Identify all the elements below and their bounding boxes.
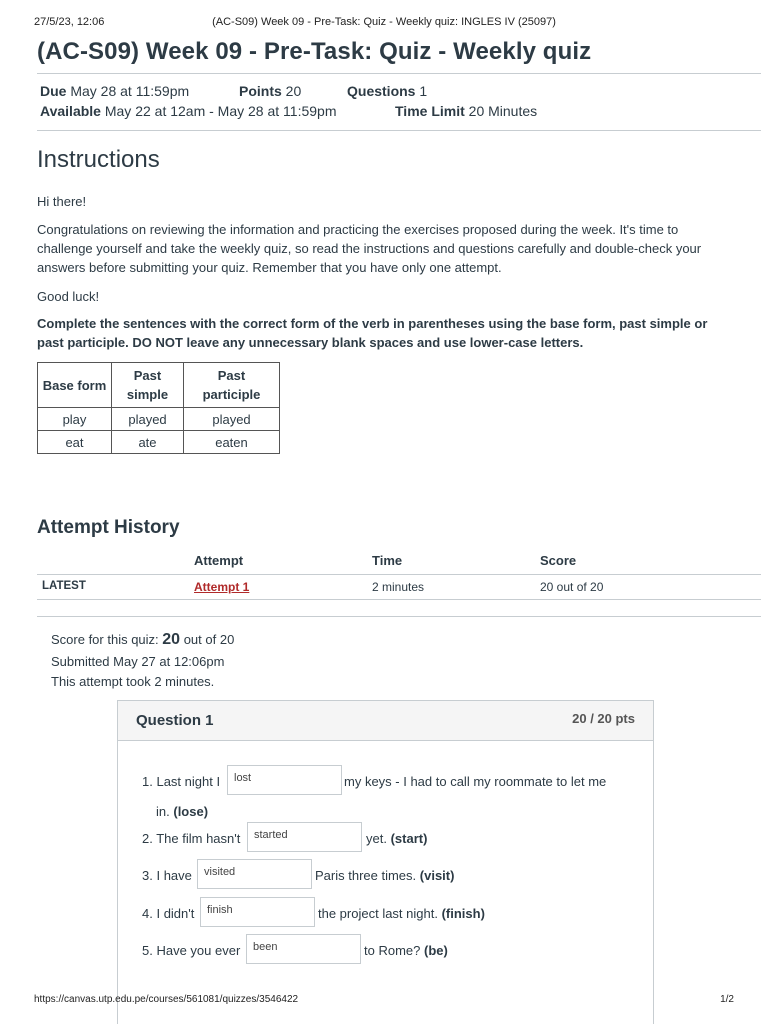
points-value: 20 [285,83,302,99]
answer-field[interactable]: finish [200,897,315,927]
question-item-text: 5. Have you ever [142,943,241,958]
answer-field[interactable]: visited [197,859,312,889]
good-luck-text: Good luck! [37,289,100,304]
latest-label: LATEST [42,580,86,592]
directions-text: Complete the sentences with the correct form of the verb in parentheses using the base form, past simple or past participle. DO NOT leave any unnecessary blank spaces and use lower-case letters. [37,316,708,350]
table-cell: played [184,408,280,431]
table-cell: play [38,408,112,431]
table-header: Past simple [112,363,184,408]
divider [37,73,761,74]
questions-label: Questions [347,83,416,99]
attempt-link[interactable]: Attempt 1 [194,580,250,594]
score-prefix: Score for this quiz: [51,632,159,647]
question-item-text: 4. I didn't [142,906,195,921]
question-item-text: the project last night. (finish) [318,906,485,921]
answer-field[interactable]: started [247,822,362,852]
question-panel [117,700,654,1024]
attempt-score: 20 out of 20 [540,580,604,594]
divider [37,599,761,600]
score-value: 20 [162,631,181,648]
print-title: (AC-S09) Week 09 - Pre-Task: Quiz - Weekly quiz: INGLES IV (25097) [212,16,556,28]
questions-value: 1 [419,83,428,99]
answer-field[interactable]: lost [227,765,342,795]
score-summary [51,631,234,649]
due-value: May 28 at 11:59pm [70,83,190,99]
question-points: 20 / 20 pts [572,711,635,726]
question-item-text: 1. Last night I [142,774,221,789]
divider [37,130,761,131]
question-item-text: yet. (start) [366,831,428,846]
print-date: 27/5/23, 12:06 [34,16,105,28]
score-suffix: out of 20 [183,632,235,647]
page-title: (AC-S09) Week 09 - Pre-Task: Quiz - Weekly quiz [37,38,592,65]
duration-text: This attempt took 2 minutes. [51,674,215,689]
divider [37,574,761,575]
column-header-score: Score [540,553,577,568]
instructions-paragraph: Congratulations on reviewing the information and practicing the exercises proposed during the week. It's time to challenge yourself and take the weekly quiz, so read the instructions and questions carefully and double-check your answers before submitting your quiz. Remember that you have only one attempt. [37,222,702,275]
instructions-heading: Instructions [37,146,160,173]
print-footer [34,994,734,1005]
question-header [118,701,653,741]
question-item-text: 2. The film hasn't [142,831,241,846]
greeting-text: Hi there! [37,194,87,209]
answer-field[interactable]: been [246,934,361,964]
points-label: Points [239,83,282,99]
available-value: May 22 at 12am - May 28 at 11:59pm [104,103,337,119]
attempt-time: 2 minutes [372,580,425,594]
column-header-attempt: Attempt [194,553,244,568]
table-cell: eaten [184,431,280,454]
verb-forms-table [37,362,280,454]
question-item-text: my keys - I had to call my roommate to let me [344,774,607,789]
attempt-history-heading: Attempt History [37,517,180,538]
question-item-text: in. (lose) [156,804,209,819]
table-cell: ate [112,431,184,454]
table-header: Base form [38,363,112,408]
page-url: https://canvas.utp.edu.pe/courses/561081/quizzes/3546422 [34,994,299,1005]
question-title: Question 1 [136,712,214,729]
question-item-text: Paris three times. (visit) [315,868,455,883]
question-item-text: 3. I have [142,868,192,883]
table-header: Past participle [184,363,280,408]
table-cell: eat [38,431,112,454]
page-number: 1/2 [720,994,734,1005]
divider [37,616,761,617]
time-limit-value: 20 Minutes [468,103,538,119]
time-limit-label: Time Limit [395,103,465,119]
available-label: Available [40,103,101,119]
column-header-time: Time [372,553,403,568]
submitted-text: Submitted May 27 at 12:06pm [51,654,225,669]
quiz-details [40,83,740,123]
table-cell: played [112,408,184,431]
due-label: Due [40,83,67,99]
question-item-text: to Rome? (be) [364,943,448,958]
